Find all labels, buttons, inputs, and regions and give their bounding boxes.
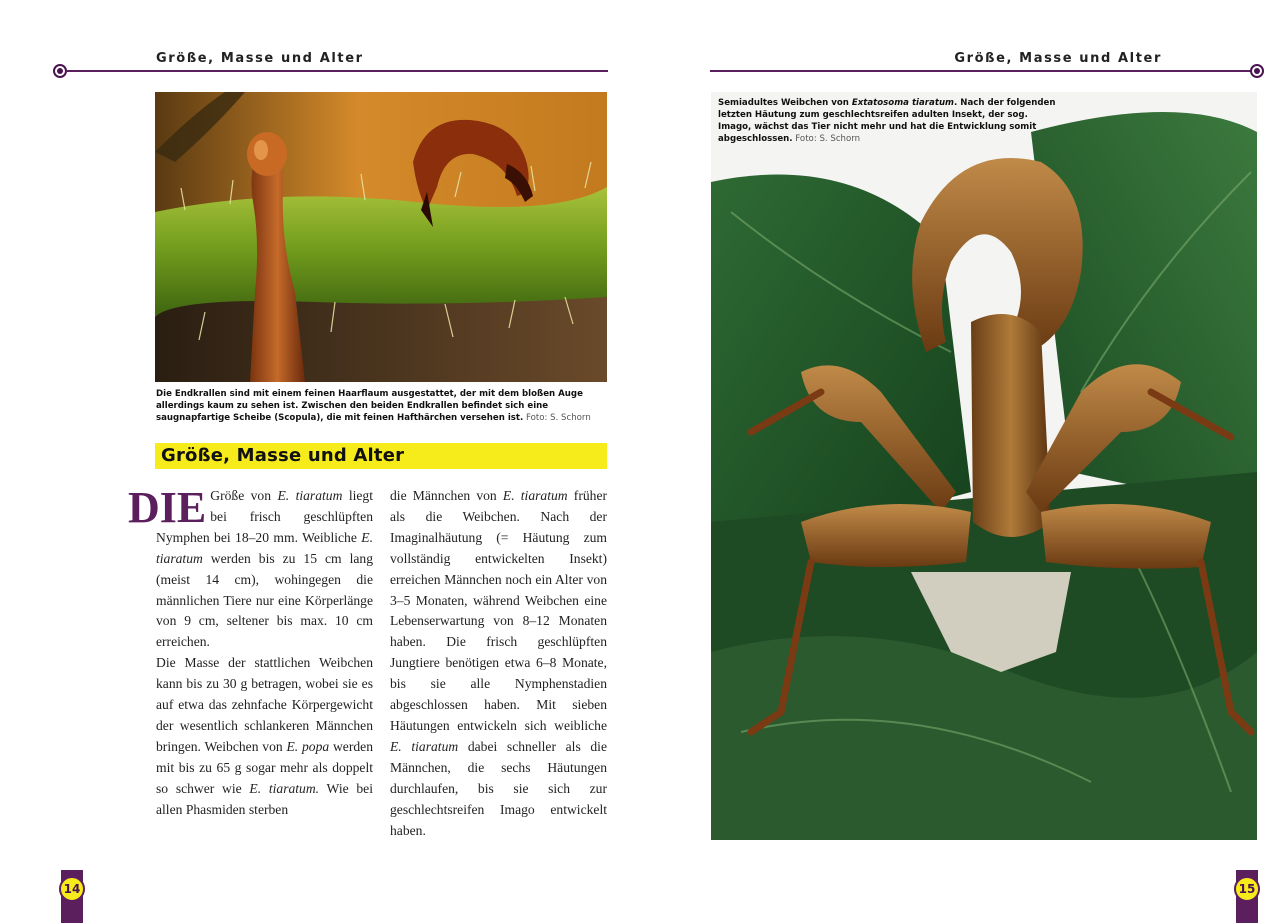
text-run: Wie bei allen Phasmiden sterben — [156, 780, 373, 817]
right-page — [640, 0, 1280, 923]
page-number-left: 14 — [59, 876, 85, 902]
paragraph-2 — [156, 653, 373, 820]
dropcap: DIE — [128, 483, 207, 532]
text-run: Größe von — [210, 488, 278, 503]
photo-claws — [155, 92, 607, 382]
page-number-right: 15 — [1234, 876, 1260, 902]
photo-caption-right — [718, 97, 1058, 145]
paragraph-1 — [128, 483, 373, 653]
text-run: dabei schneller als die Männchen, die sechs Häutungen durchlaufen, bis sie sich zur geschlechtsreifen Imago entwickelt haben. — [390, 738, 607, 838]
text-column-2 — [390, 486, 607, 841]
insect-photo-illustration — [711, 92, 1257, 840]
text-run: werden mit bis zu 65 g sogar mehr als doppelt so schwer wie — [156, 738, 373, 796]
photo-insect — [711, 92, 1257, 840]
species-name: E. tiaratum — [277, 488, 343, 503]
caption-left-text: Die Endkrallen sind mit einem feinen Haarflaum ausgestattet, der mit dem bloßen Auge allerdings kaum zu sehen ist. Zwischen den beiden Endkrallen befindet sich eine saugnapfartige Scheibe (Scopula), die mit feinen Hafthärchen versehen ist. — [156, 389, 583, 423]
section-title: Größe, Masse und Alter — [161, 445, 405, 466]
photo-caption-left — [156, 388, 608, 424]
header-rule-right — [710, 70, 1252, 72]
caption-right-species: Extatosoma tiaratum — [851, 98, 955, 108]
section-heading-banner — [155, 443, 607, 469]
caption-left-credit: Foto: S. Schorn — [525, 413, 591, 423]
species-name: E. tiaratum. — [249, 780, 320, 796]
paragraph-3 — [390, 486, 607, 841]
text-column-1 — [128, 483, 373, 821]
species-name: E. popa — [286, 738, 330, 754]
rule-bullet-left-icon — [53, 64, 67, 78]
text-run: Die Masse der stattlichen Weibchen kann bis zu 30 g betragen, wobei sie es auf etwa das zehnfache Körpergewicht der wesentlich schlankeren Männchen bringen. Weibchen von — [156, 655, 373, 754]
caption-right-credit: Foto: S. Schorn — [795, 134, 861, 144]
caption-right-text-a: Semiadultes Weibchen von — [718, 98, 852, 108]
species-name: E. tiaratum — [156, 529, 373, 566]
running-head-left: Größe, Masse und Alter — [156, 51, 364, 66]
text-run: liegt bei frisch geschlüpften Nymphen bei 18–20 mm. Weibliche — [156, 488, 373, 545]
caption-right-text-b: . Nach der folgenden letzten Häutung zum geschlechtsreifen adulten Insekt, der sog. Imago, wächst das Tier nicht mehr und hat die Entwicklung somit abgeschlossen. — [718, 98, 1056, 144]
text-run: die Männchen von — [390, 488, 503, 503]
text-run: früher als die Weibchen. Nach der Imaginalhäutung (= Häutung zum vollständig entwickelten Insekt) erreichen Männchen noch ein Alter von 3–5 Monaten, während Weibchen eine Lebenserwartung von 8–12 Monaten haben. Die frisch geschlüpften Jungtiere benötigen etwa 6–8 Monate, bis sie alle Nymphenstadien abgeschlossen haben. Mit sieben Häutungen entwickeln sich weibliche — [390, 488, 608, 733]
rule-bullet-right-icon — [1250, 64, 1264, 78]
claws-photo-illustration — [155, 92, 607, 382]
header-rule-left — [66, 70, 608, 72]
running-head-right: Größe, Masse und Alter — [954, 51, 1162, 66]
species-name: E. tiaratum — [502, 488, 568, 503]
species-name: E. tiaratum — [390, 738, 459, 754]
text-run: werden bis zu 15 cm lang (meist 14 cm), wohingegen die männlichen Tiere nur eine Körperlänge von 9 cm, seltener bis max. 10 cm erreichen. — [156, 550, 373, 650]
